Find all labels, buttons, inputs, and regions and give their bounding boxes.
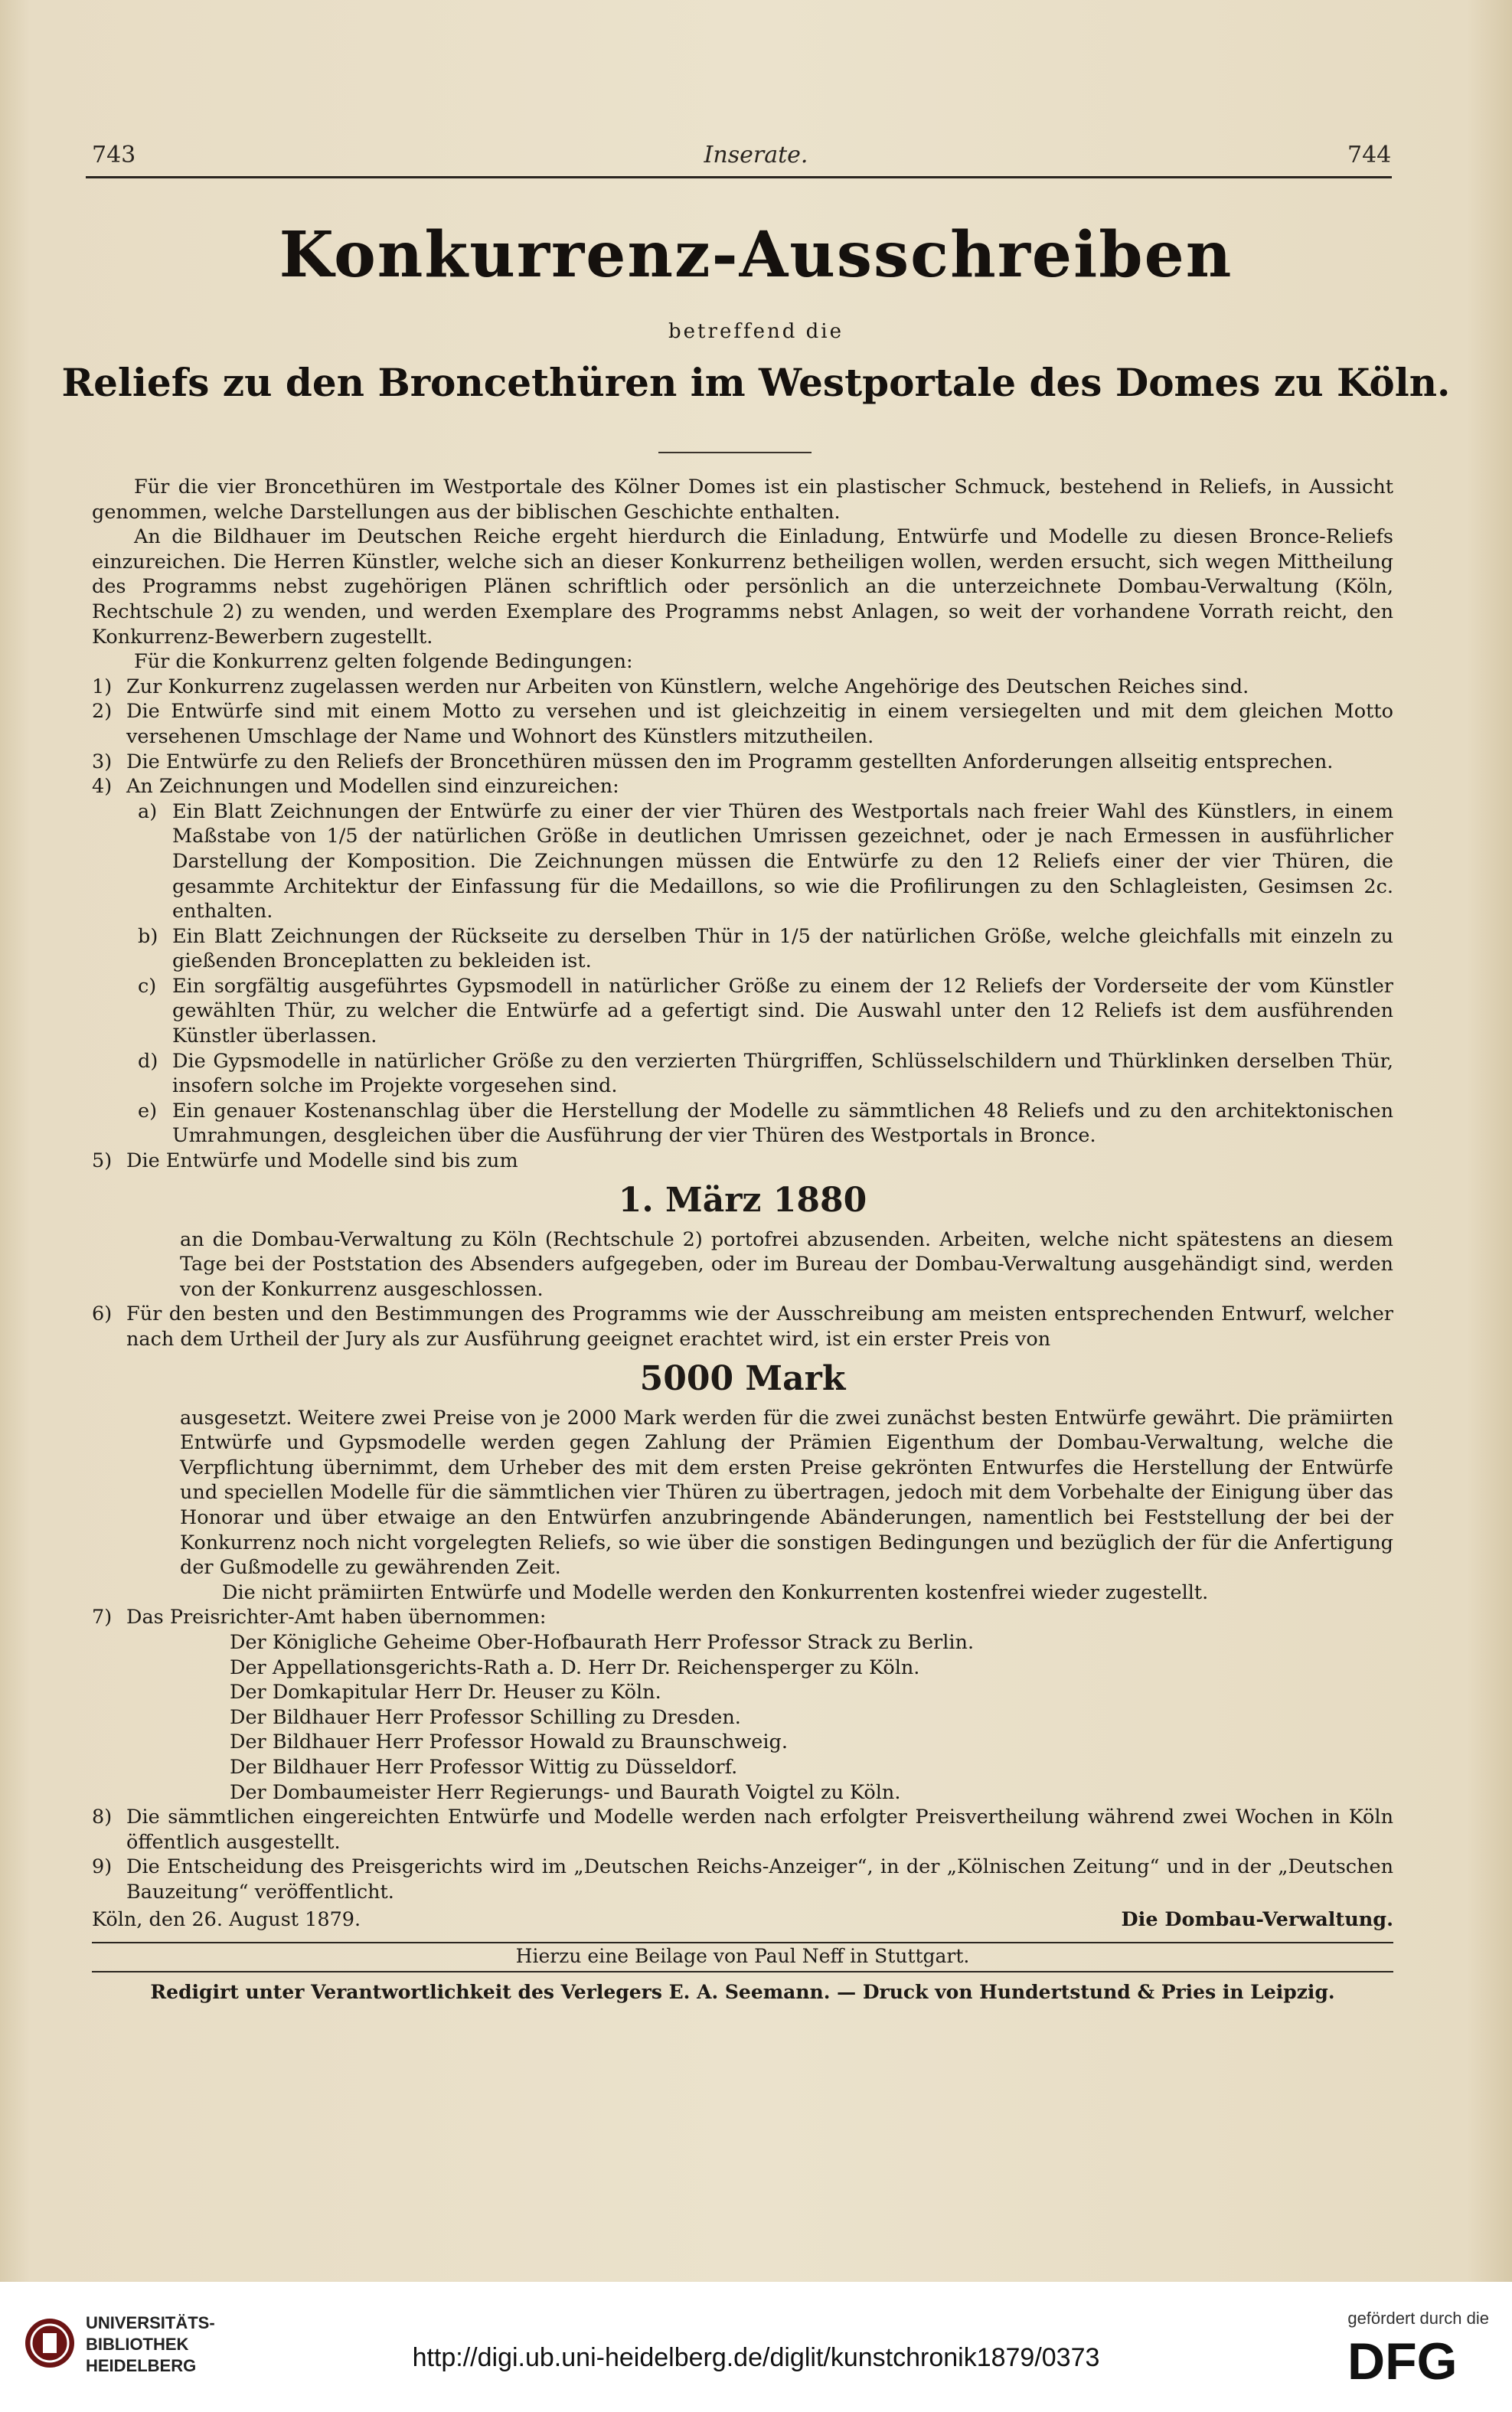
sub-condition-label: e) [138,1099,158,1123]
condition-continuation: an die Dombau-Verwaltung zu Köln (Rechtschule 2) portofrei abzusenden. Arbeiten, welche nicht spätestens an diesem Tage bei der Poststation des Absenders aufgegeben, oder im Bureau der Dombau-Verwaltung ausgehändigt sind, werden von der Konkurrenz ausgeschlossen. [180,1227,1393,1301]
condition-item [92,1605,1393,1630]
supplement-note: Hierzu eine Beilage von Paul Neff in Stuttgart. [515,1945,970,1968]
condition-note: Die nicht prämiirten Entwürfe und Modelle werden den Konkurrenten kostenfrei wieder zugestellt. [222,1580,1209,1604]
sub-condition-item [92,924,1393,974]
condition-number: 7) [92,1606,113,1629]
jury-member: Der Bildhauer Herr Professor Schilling zu Dresden. [230,1705,741,1729]
page-number-left: 743 [92,142,136,168]
title-connector: betreffend die [668,320,844,343]
condition-text: Die Entscheidung des Preisgerichts wird im „Deutschen Reichs-Anzeiger“, in der „Kölnischen Zeitung“ und in der „Deutschen Bauzeitung“ veröffentlicht. [126,1855,1393,1904]
sub-condition-text: Ein sorgfältig ausgeführtes Gypsmodell in natürlicher Größe zu einem der 12 Reliefs der Vorderseite der vom Künstler gewählten Thür, zu welcher die Entwürfe ad a gefertigt sind. Die Auswahl unter den 12 Reliefs ist dem ausführenden Künstler überlassen. [172,974,1393,1048]
prize-amount: 5000 Mark [639,1358,846,1398]
condition-item [92,675,1393,700]
condition-text: Die Entwürfe sind mit einem Motto zu versehen und ist gleichzeitig in einem versiegelten und mit dem gleichen Motto versehenen Umschlage der Name und Wohnort des Künstlers mitzutheilen. [126,700,1393,748]
condition-text: Die Entwürfe zu den Reliefs der Broncethüren müssen den im Programm gestellten Anforderungen allseitig entsprechen. [126,750,1334,773]
condition-item [92,1302,1393,1351]
imprint-line: Redigirt unter Verantwortlichkeit des Verlegers E. A. Seemann. — Druck von Hundertstund & Pries in Leipzig. [150,1981,1335,2004]
viewer-footer [0,2282,1512,2412]
condition-number: 8) [92,1806,113,1829]
library-name-line: UNIVERSITÄTS- [86,2313,215,2332]
sub-condition-text: Ein Blatt Zeichnungen der Rückseite zu derselben Thür in 1/5 der natürlichen Größe, welche gleichfalls mit einzeln zu gießenden Bronceplatten zu bekleiden ist. [172,924,1393,973]
page-subtitle: Reliefs zu den Broncethüren im Westportale des Domes zu Köln. [61,360,1451,405]
sub-condition-label: c) [138,974,157,998]
condition-item [92,1855,1393,1904]
intro-paragraph: Für die vier Broncethüren im Westportale des Kölner Domes ist ein plastischer Schmuck, bestehend in Reliefs, in Aussicht genommen, welche Darstellungen aus der biblischen Geschichte enthalten. [92,476,1393,524]
condition-item [92,750,1393,775]
condition-number: 5) [92,1149,113,1173]
library-name-line: HEIDELBERG [86,2356,197,2375]
running-head: Inserate. [704,142,808,168]
deadline-date: 1. März 1880 [618,1180,867,1220]
sub-condition-text: Ein genauer Kostenanschlag über die Herstellung der Modelle zu sämmtlichen 48 Reliefs und zu den architektonischen Umrahmungen, desgleichen über die Ausführung der vier Thüren des Westportals in Bronce. [172,1099,1393,1148]
sub-condition-text: Die Gypsmodelle in natürlicher Größe zu den verzierten Thürgriffen, Schlüsselschildern und Thürklinken derselben Thür, insofern solche im Projekte vorgesehen sind. [172,1049,1393,1098]
library-name-line: BIBLIOTHEK [86,2335,189,2354]
intro-paragraph: An die Bildhauer im Deutschen Reiche ergeht hierdurch die Einladung, Entwürfe und Modelle zu diesen Bronce-Reliefs einzureichen. Die Herren Künstler, welche sich an dieser Konkurrenz betheiligen wollen, werden ersucht, sich wegen Mittheilung des Programms nebst zugehörigen Plänen schriftlich oder persönlich an die unterzeichnete Dombau-Verwaltung (Köln, Rechtschule 2) zu wenden, und werden Exemplare des Programms nebst Anlagen, so weit der vorhandene Vorrath reicht, den Konkurrenz-Bewerbern zugestellt. [92,525,1393,649]
imprint-rule [92,1971,1393,1972]
jury-list [92,1630,1393,1805]
jury-member: Der Bildhauer Herr Professor Howald zu Braunschweig. [230,1731,788,1754]
condition-item [92,1805,1393,1855]
condition-item [92,774,1393,799]
announcement-body [92,475,1393,2008]
title-divider [658,452,812,453]
condition-number: 9) [92,1855,113,1879]
signature-row [92,1907,1393,1933]
condition-number: 1) [92,675,113,698]
jury-member: Der Königliche Geheime Ober-Hofbaurath Herr Professor Strack zu Berlin. [230,1630,975,1654]
condition-number: 3) [92,750,113,773]
sub-condition-item [92,1049,1393,1099]
sub-condition-item [92,799,1393,924]
sub-condition-label: a) [138,799,158,823]
header-rule [86,176,1392,178]
condition-continuation: ausgesetzt. Weitere zwei Preise von je 2000 Mark werden für die zwei zunächst besten Entwürfe gewährt. Die prämiirten Entwürfe und Gypsmodelle werden gegen Zahlung der Prämien Eigenthum der Dombau-Verwaltung, welche die Verpflichtung übernimmt, dem Urheber des mit dem ersten Preise gekrönten Entwurfes die Herstellung der Entwürfe und speciellen Modelle für die sämmtlichen vier Thüren zu übertragen, jedoch mit dem Vorbehalte der Einigung über das Honorar und über etwaige an den Entwürfen anzubringende Abänderungen, namentlich bei Feststellung der bei der Konkurrenz noch nicht vorgelegten Reliefs, so wie über die sonstigen Bedingungen und bezüglich der für die Anfertigung der Gußmodelle zu gewährenden Zeit. [180,1406,1393,1580]
intro-paragraph: Für die Konkurrenz gelten folgende Bedingungen: [134,650,633,674]
sub-condition-item [92,1099,1393,1149]
condition-text: Die sämmtlichen eingereichten Entwürfe und Modelle werden nach erfolgter Preisvertheilung während zwei Wochen in Köln öffentlich ausgestellt. [126,1806,1393,1854]
sub-condition-item [92,974,1393,1049]
funding-note: gefördert durch die [1347,2309,1489,2328]
condition-item [92,699,1393,749]
condition-text: Das Preisrichter-Amt haben übernommen: [126,1606,547,1629]
jury-member: Der Appellationsgerichts-Rath a. D. Herr Dr. Reichensperger zu Köln. [230,1655,920,1679]
page-number-right: 744 [1347,142,1392,168]
jury-member: Der Bildhauer Herr Professor Wittig zu Düsseldorf. [230,1755,738,1779]
signer: Die Dombau-Verwaltung. [1121,1908,1393,1932]
place-date: Köln, den 26. August 1879. [92,1908,361,1932]
condition-number: 6) [92,1302,113,1326]
condition-text: Für den besten und den Bestimmungen des Programms wie der Ausschreibung am meisten entsprechenden Entwurf, welcher nach dem Urtheil der Jury als zur Ausführung geeignet erachtet wird, ist ein erster Preis von [126,1302,1393,1351]
dfg-logo-icon [1347,2332,1493,2389]
condition-number: 2) [92,700,113,724]
page-title: Konkurrenz-Ausschreiben [279,218,1233,292]
condition-number: 4) [92,775,113,799]
condition-item [92,1149,1393,1174]
sub-condition-text: Ein Blatt Zeichnungen der Entwürfe zu einer der vier Thüren des Westportals nach freier Wahl des Künstlers, in einem Maßstabe von 1/5 der natürlichen Größe in deutlichen Umrissen gezeichnet, oder je nach Ermessen in ausführlicher Darstellung der Komposition. Die Zeichnungen müssen die Entwürfe zu den 12 Reliefs einer der vier Thüren, die gesammte Architektur der Einfassung für die Medaillons, so wie die Profilirungen zu den Schlagleisten, Gesimsen 2c. enthalten. [172,799,1393,923]
sub-condition-label: b) [138,924,158,948]
jury-member: Der Domkapitular Herr Dr. Heuser zu Köln. [230,1681,661,1704]
condition-text: An Zeichnungen und Modellen sind einzureichen: [126,775,619,799]
condition-text: Zur Konkurrenz zugelassen werden nur Arbeiten von Künstlern, welche Angehörige des Deutschen Reiches sind. [126,675,1249,698]
dfg-logo-text: DFG [1347,2332,1458,2389]
jury-member: Der Dombaumeister Herr Regierungs- und Baurath Voigtel zu Köln. [230,1780,901,1804]
sub-condition-label: d) [138,1049,158,1073]
permalink-url[interactable]: http://digi.ub.uni-heidelberg.de/diglit/kunstchronik1879/0373 [412,2343,1100,2372]
condition-text: Die Entwürfe und Modelle sind bis zum [126,1149,518,1173]
